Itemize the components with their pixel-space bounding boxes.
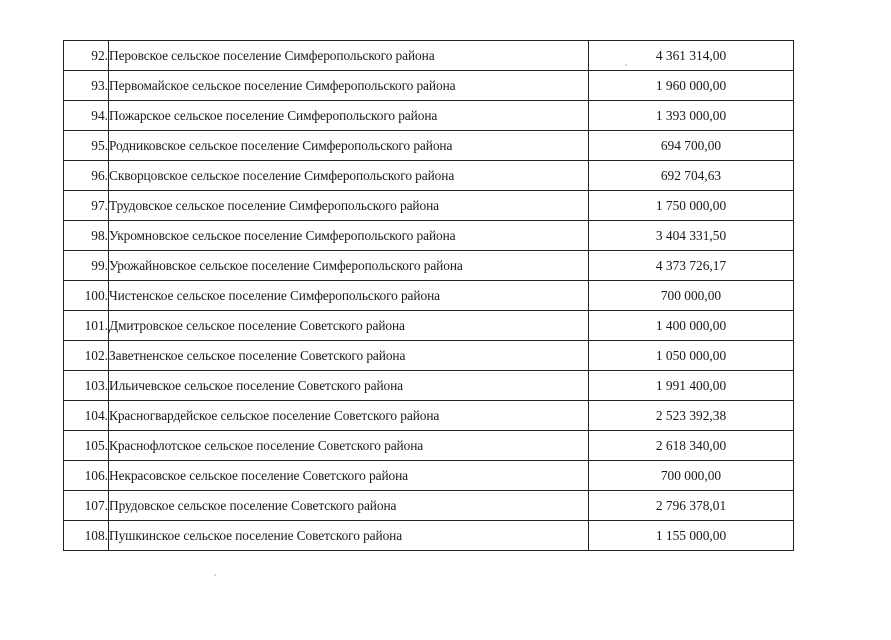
table-row xyxy=(64,461,794,491)
amount-cell: 700 000,00 xyxy=(589,461,794,491)
row-number-cell: 101. xyxy=(64,311,109,341)
table-row xyxy=(64,41,794,71)
row-number-cell: 96. xyxy=(64,161,109,191)
amount-cell: 700 000,00 xyxy=(589,281,794,311)
scan-speck xyxy=(214,574,216,576)
settlement-name-cell: Дмитровское сельское поселение Советского района xyxy=(109,311,589,341)
amount-cell: 3 404 331,50 xyxy=(589,221,794,251)
table-row xyxy=(64,251,794,281)
row-number-cell: 92. xyxy=(64,41,109,71)
amount-cell: 694 700,00 xyxy=(589,131,794,161)
table-row xyxy=(64,371,794,401)
settlement-name-cell: Некрасовское сельское поселение Советского района xyxy=(109,461,589,491)
amount-cell: 1 155 000,00 xyxy=(589,521,794,551)
settlement-name-cell: Первомайское сельское поселение Симферопольского района xyxy=(109,71,589,101)
row-number-cell: 105. xyxy=(64,431,109,461)
row-number-cell: 102. xyxy=(64,341,109,371)
amount-cell: 4 373 726,17 xyxy=(589,251,794,281)
table-row xyxy=(64,191,794,221)
table-row xyxy=(64,131,794,161)
table-row xyxy=(64,311,794,341)
table-row xyxy=(64,491,794,521)
amount-cell: 2 523 392,38 xyxy=(589,401,794,431)
settlement-name-cell: Урожайновское сельское поселение Симферопольского района xyxy=(109,251,589,281)
amount-cell: 1 750 000,00 xyxy=(589,191,794,221)
settlement-name-cell: Укромновское сельское поселение Симферопольского района xyxy=(109,221,589,251)
row-number-cell: 94. xyxy=(64,101,109,131)
amount-cell: 1 393 000,00 xyxy=(589,101,794,131)
table-row xyxy=(64,71,794,101)
settlement-name-cell: Чистенское сельское поселение Симферопольского района xyxy=(109,281,589,311)
row-number-cell: 93. xyxy=(64,71,109,101)
settlement-name-cell: Краснофлотское сельское поселение Советского района xyxy=(109,431,589,461)
amount-cell: 2 796 378,01 xyxy=(589,491,794,521)
row-number-cell: 95. xyxy=(64,131,109,161)
settlement-name-cell: Трудовское сельское поселение Симферопольского района xyxy=(109,191,589,221)
amount-cell: 4 361 314,00 xyxy=(589,41,794,71)
settlement-name-cell: Пожарское сельское поселение Симферопольского района xyxy=(109,101,589,131)
amount-cell: 1 960 000,00 xyxy=(589,71,794,101)
table-row xyxy=(64,281,794,311)
row-number-cell: 108. xyxy=(64,521,109,551)
settlement-name-cell: Родниковское сельское поселение Симферопольского района xyxy=(109,131,589,161)
table-row xyxy=(64,161,794,191)
settlement-name-cell: Пушкинское сельское поселение Советского района xyxy=(109,521,589,551)
table-row xyxy=(64,341,794,371)
amount-cell: 1 050 000,00 xyxy=(589,341,794,371)
allocation-table xyxy=(63,40,794,551)
table-row xyxy=(64,101,794,131)
table-row xyxy=(64,431,794,461)
row-number-cell: 97. xyxy=(64,191,109,221)
amount-cell: 1 991 400,00 xyxy=(589,371,794,401)
settlement-name-cell: Заветненское сельское поселение Советского района xyxy=(109,341,589,371)
row-number-cell: 107. xyxy=(64,491,109,521)
row-number-cell: 99. xyxy=(64,251,109,281)
settlement-name-cell: Перовское сельское поселение Симферопольского района xyxy=(109,41,589,71)
table-body xyxy=(64,41,794,551)
row-number-cell: 100. xyxy=(64,281,109,311)
row-number-cell: 103. xyxy=(64,371,109,401)
table-row xyxy=(64,221,794,251)
amount-cell: 692 704,63 xyxy=(589,161,794,191)
settlement-name-cell: Ильичевское сельское поселение Советского района xyxy=(109,371,589,401)
row-number-cell: 98. xyxy=(64,221,109,251)
row-number-cell: 106. xyxy=(64,461,109,491)
amount-cell: 1 400 000,00 xyxy=(589,311,794,341)
settlement-name-cell: Красногвардейское сельское поселение Советского района xyxy=(109,401,589,431)
table-row xyxy=(64,401,794,431)
table-row xyxy=(64,521,794,551)
settlement-name-cell: Скворцовское сельское поселение Симферопольского района xyxy=(109,161,589,191)
row-number-cell: 104. xyxy=(64,401,109,431)
settlement-name-cell: Прудовское сельское поселение Советского района xyxy=(109,491,589,521)
amount-cell: 2 618 340,00 xyxy=(589,431,794,461)
